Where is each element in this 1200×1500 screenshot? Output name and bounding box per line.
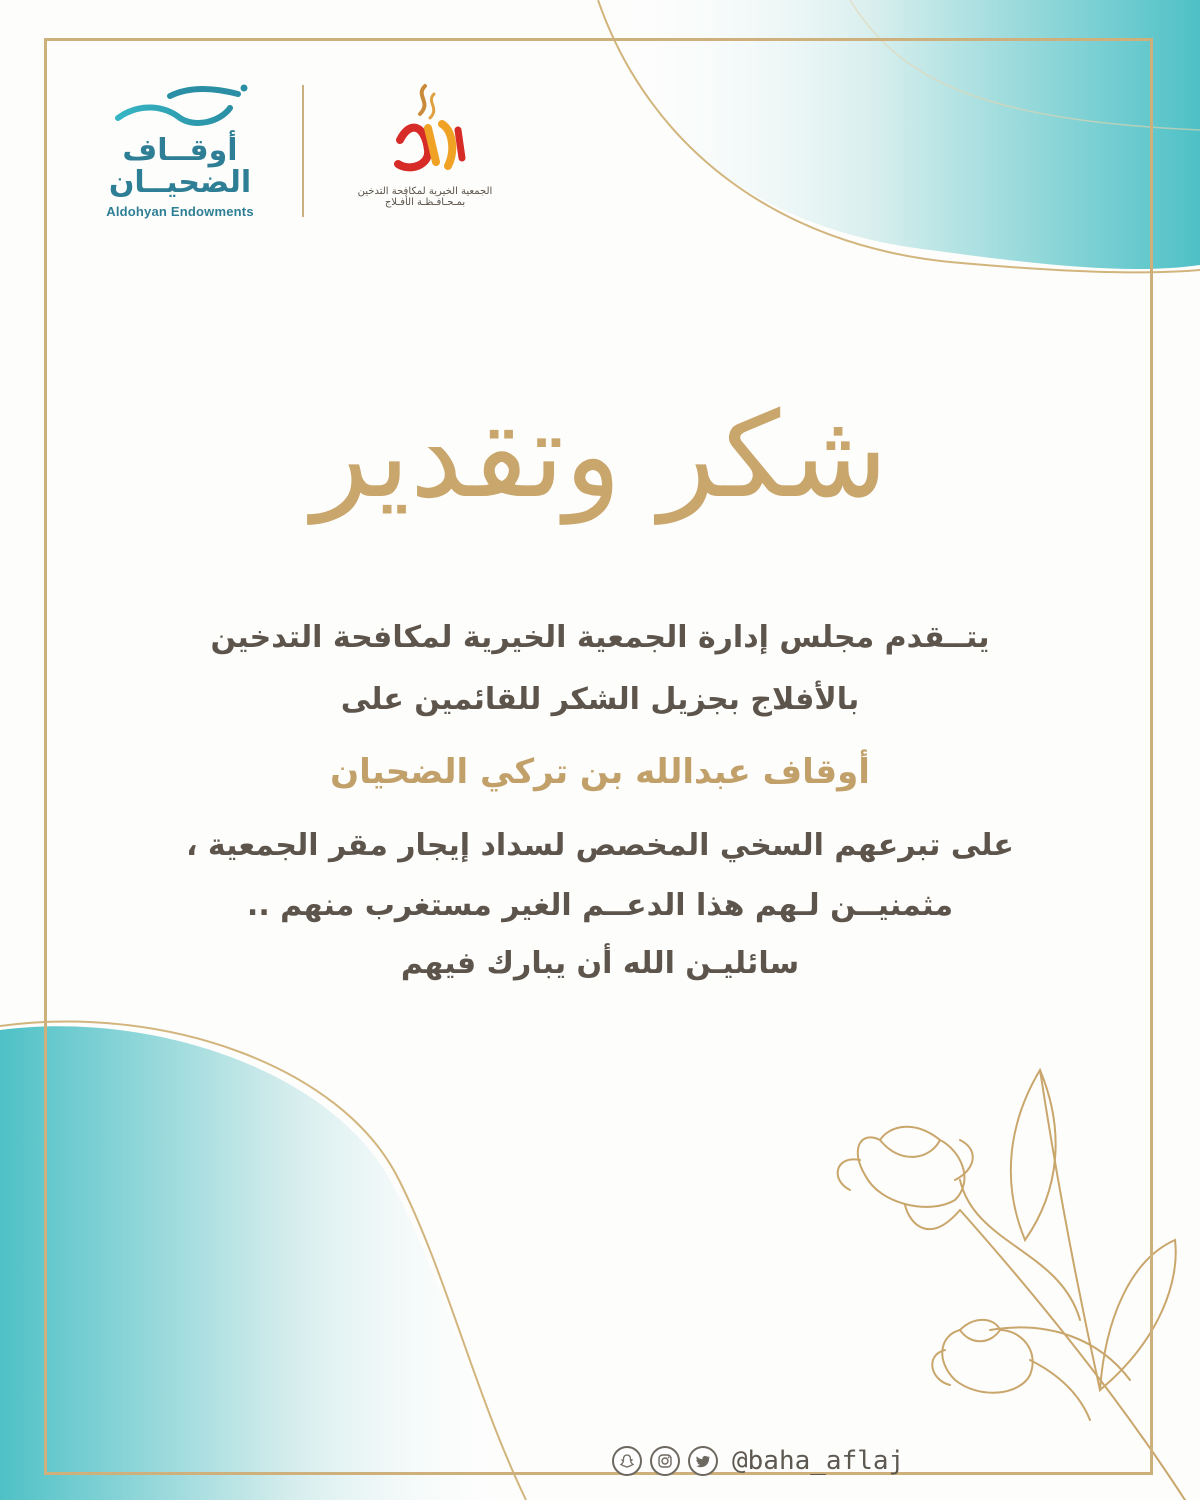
snapchat-icon[interactable] — [612, 1446, 642, 1476]
aldohyan-wave-icon — [110, 80, 250, 130]
message-line-5: مثمنيــن لـهم هذا الدعــم الغير مستغرب منهم .. — [246, 888, 954, 923]
message-line-6: سائليـن الله أن يبارك فيهم — [400, 946, 800, 981]
aldohyan-name-en: Aldohyan Endowments — [106, 204, 254, 219]
message-highlight-name: أوقاف عبدالله بن تركي الضحيان — [330, 752, 870, 792]
aldohyan-name-ar-line2: الضحيــان — [108, 165, 252, 200]
message-line-1: يتــقدم مجلس إدارة الجمعية الخيرية لمكافحة التدخين — [210, 620, 990, 655]
baha-association-logo — [320, 80, 530, 208]
social-handle[interactable]: @baha_aflaj — [732, 1446, 905, 1476]
baha-org-name-line1: الجمعية الخيرية لمكافحة التدخين — [357, 186, 493, 197]
logo-divider — [302, 85, 304, 217]
message-line-4: على تبرعهم السخي المخصص لسداد إيجار مقر الجمعية ، — [186, 828, 1014, 863]
social-footer — [612, 1443, 904, 1479]
baha-emblem-icon — [370, 80, 480, 180]
baha-org-name-line2: بمـحـافـظـة الأفـلاج — [384, 197, 466, 208]
aldohyan-logo — [80, 80, 280, 219]
message-line-2: بالأفلاج بجزيل الشكر للقائمين على — [340, 682, 860, 717]
aldohyan-name-ar-line1: أوقــاف — [122, 133, 238, 168]
twitter-icon[interactable] — [688, 1446, 718, 1476]
thanks-title: شكر وتقدير — [311, 386, 889, 524]
instagram-icon[interactable] — [650, 1446, 680, 1476]
